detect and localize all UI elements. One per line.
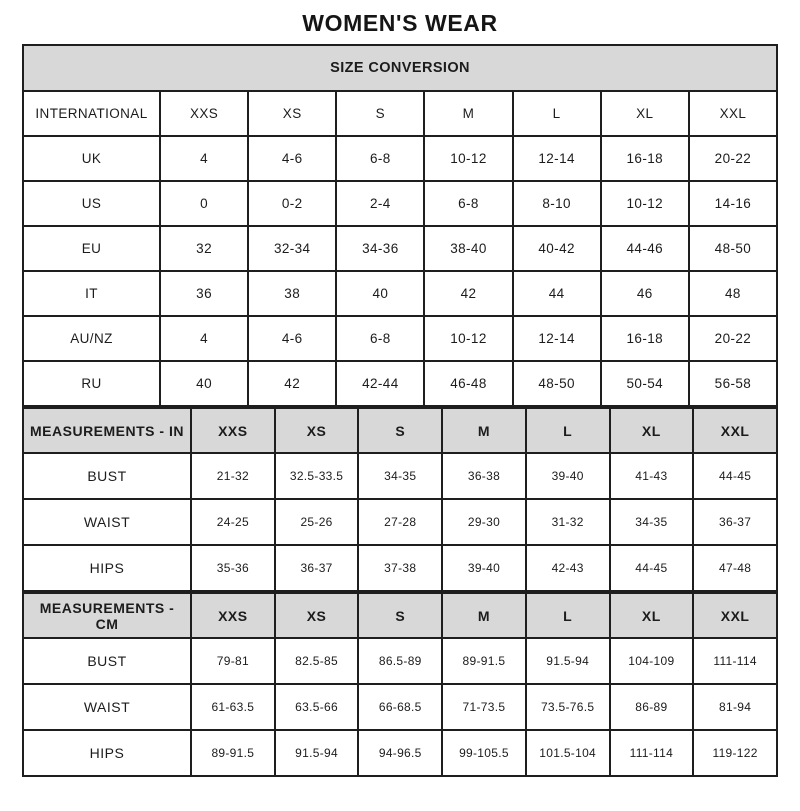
size-value-cell: XXS [160, 91, 248, 136]
size-value-cell: 44 [513, 271, 601, 316]
measurement-row [23, 499, 777, 545]
measurement-value-cell: 34-35 [358, 453, 442, 499]
size-value-cell: 0 [160, 181, 248, 226]
size-value-cell: S [336, 91, 424, 136]
row-label: INTERNATIONAL [23, 91, 160, 136]
measurement-value-cell: 111-114 [610, 730, 694, 776]
measurement-value-cell: 27-28 [358, 499, 442, 545]
size-conversion-row [23, 226, 777, 271]
size-value-cell: 4 [160, 316, 248, 361]
size-header-cell: XS [275, 593, 359, 638]
size-value-cell: 46 [601, 271, 689, 316]
measurement-value-cell: 21-32 [191, 453, 275, 499]
size-header-cell: L [526, 408, 610, 453]
measurement-row [23, 545, 777, 591]
size-header-cell: XXS [191, 593, 275, 638]
measurement-value-cell: 61-63.5 [191, 684, 275, 730]
size-value-cell: 48-50 [513, 361, 601, 406]
size-value-cell: 2-4 [336, 181, 424, 226]
size-value-cell: 12-14 [513, 316, 601, 361]
measurement-value-cell: 89-91.5 [442, 638, 526, 684]
size-header-cell: XXL [693, 593, 777, 638]
measurements-in-title: MEASUREMENTS - IN [23, 408, 191, 453]
size-value-cell: 40-42 [513, 226, 601, 271]
measurement-value-cell: 44-45 [693, 453, 777, 499]
measurement-row [23, 453, 777, 499]
size-conversion-table [22, 44, 778, 407]
size-header-cell: M [442, 593, 526, 638]
size-header-cell: XL [610, 593, 694, 638]
measurement-value-cell: 25-26 [275, 499, 359, 545]
size-value-cell: XXL [689, 91, 777, 136]
measurement-value-cell: 82.5-85 [275, 638, 359, 684]
size-value-cell: 34-36 [336, 226, 424, 271]
row-label: HIPS [23, 545, 191, 591]
row-label: BUST [23, 638, 191, 684]
size-header-cell: S [358, 408, 442, 453]
size-value-cell: 16-18 [601, 136, 689, 181]
size-value-cell: M [424, 91, 512, 136]
measurements-cm-title: MEASUREMENTS - CM [23, 593, 191, 638]
row-label: IT [23, 271, 160, 316]
size-value-cell: 40 [160, 361, 248, 406]
size-value-cell: L [513, 91, 601, 136]
size-value-cell: 14-16 [689, 181, 777, 226]
size-value-cell: 0-2 [248, 181, 336, 226]
size-value-cell: 4-6 [248, 316, 336, 361]
size-value-cell: 6-8 [424, 181, 512, 226]
size-header-cell: XXL [693, 408, 777, 453]
size-value-cell: 42-44 [336, 361, 424, 406]
size-value-cell: 48-50 [689, 226, 777, 271]
size-value-cell: 50-54 [601, 361, 689, 406]
size-value-cell: 42 [248, 361, 336, 406]
row-label: BUST [23, 453, 191, 499]
row-label: HIPS [23, 730, 191, 776]
measurement-value-cell: 86-89 [610, 684, 694, 730]
size-header-cell: M [442, 408, 526, 453]
size-conversion-header-row [23, 45, 777, 91]
row-label: RU [23, 361, 160, 406]
size-header-cell: L [526, 593, 610, 638]
measurement-row [23, 638, 777, 684]
size-value-cell: XS [248, 91, 336, 136]
measurement-value-cell: 101.5-104 [526, 730, 610, 776]
size-value-cell: 4-6 [248, 136, 336, 181]
size-conversion-row [23, 271, 777, 316]
row-label: EU [23, 226, 160, 271]
measurements-cm-table [22, 592, 778, 777]
measurement-value-cell: 79-81 [191, 638, 275, 684]
measurement-value-cell: 111-114 [693, 638, 777, 684]
measurement-value-cell: 81-94 [693, 684, 777, 730]
row-label: WAIST [23, 684, 191, 730]
measurement-value-cell: 41-43 [610, 453, 694, 499]
measurement-value-cell: 32.5-33.5 [275, 453, 359, 499]
row-label: WAIST [23, 499, 191, 545]
size-value-cell: 46-48 [424, 361, 512, 406]
size-value-cell: 56-58 [689, 361, 777, 406]
measurement-value-cell: 24-25 [191, 499, 275, 545]
measurements-cm-body [23, 593, 777, 776]
size-value-cell: 48 [689, 271, 777, 316]
size-value-cell: 6-8 [336, 136, 424, 181]
size-value-cell: 10-12 [424, 136, 512, 181]
measurement-value-cell: 63.5-66 [275, 684, 359, 730]
size-value-cell: 40 [336, 271, 424, 316]
row-label: UK [23, 136, 160, 181]
size-conversion-row [23, 91, 777, 136]
size-value-cell: 38 [248, 271, 336, 316]
row-label: AU/NZ [23, 316, 160, 361]
row-label: US [23, 181, 160, 226]
size-value-cell: 20-22 [689, 136, 777, 181]
measurement-value-cell: 37-38 [358, 545, 442, 591]
measurement-value-cell: 34-35 [610, 499, 694, 545]
measurement-value-cell: 29-30 [442, 499, 526, 545]
size-value-cell: 10-12 [601, 181, 689, 226]
size-value-cell: 44-46 [601, 226, 689, 271]
size-value-cell: 16-18 [601, 316, 689, 361]
size-conversion-body [23, 45, 777, 406]
measurement-value-cell: 99-105.5 [442, 730, 526, 776]
measurement-value-cell: 47-48 [693, 545, 777, 591]
measurement-value-cell: 31-32 [526, 499, 610, 545]
page-title: WOMEN'S WEAR [302, 10, 498, 36]
size-value-cell: 42 [424, 271, 512, 316]
size-value-cell: 20-22 [689, 316, 777, 361]
size-value-cell: 6-8 [336, 316, 424, 361]
measurement-value-cell: 91.5-94 [526, 638, 610, 684]
measurement-value-cell: 119-122 [693, 730, 777, 776]
measurement-value-cell: 104-109 [610, 638, 694, 684]
size-value-cell: 4 [160, 136, 248, 181]
size-conversion-row [23, 136, 777, 181]
size-conversion-row [23, 316, 777, 361]
size-header-cell: XS [275, 408, 359, 453]
size-value-cell: XL [601, 91, 689, 136]
measurement-row [23, 730, 777, 776]
size-value-cell: 10-12 [424, 316, 512, 361]
size-value-cell: 38-40 [424, 226, 512, 271]
measurement-value-cell: 86.5-89 [358, 638, 442, 684]
measurement-value-cell: 39-40 [442, 545, 526, 591]
size-conversion-row [23, 181, 777, 226]
size-header-cell: XL [610, 408, 694, 453]
measurement-value-cell: 89-91.5 [191, 730, 275, 776]
size-value-cell: 8-10 [513, 181, 601, 226]
size-chart-page [0, 11, 800, 777]
measurement-value-cell: 42-43 [526, 545, 610, 591]
measurement-value-cell: 35-36 [191, 545, 275, 591]
measurement-value-cell: 94-96.5 [358, 730, 442, 776]
measurement-value-cell: 39-40 [526, 453, 610, 499]
measurements-in-table [22, 407, 778, 592]
measurement-value-cell: 71-73.5 [442, 684, 526, 730]
measurements-in-body [23, 408, 777, 591]
size-value-cell: 32 [160, 226, 248, 271]
measurement-value-cell: 36-38 [442, 453, 526, 499]
size-header-cell: XXS [191, 408, 275, 453]
measurement-value-cell: 73.5-76.5 [526, 684, 610, 730]
size-value-cell: 32-34 [248, 226, 336, 271]
measurements-in-header-row [23, 408, 777, 453]
size-value-cell: 12-14 [513, 136, 601, 181]
measurements-cm-header-row [23, 593, 777, 638]
measurement-value-cell: 36-37 [275, 545, 359, 591]
size-conversion-title: SIZE CONVERSION [23, 45, 777, 91]
measurement-value-cell: 44-45 [610, 545, 694, 591]
size-header-cell: S [358, 593, 442, 638]
measurement-value-cell: 36-37 [693, 499, 777, 545]
size-value-cell: 36 [160, 271, 248, 316]
size-conversion-row [23, 361, 777, 406]
measurement-value-cell: 66-68.5 [358, 684, 442, 730]
measurement-value-cell: 91.5-94 [275, 730, 359, 776]
measurement-row [23, 684, 777, 730]
